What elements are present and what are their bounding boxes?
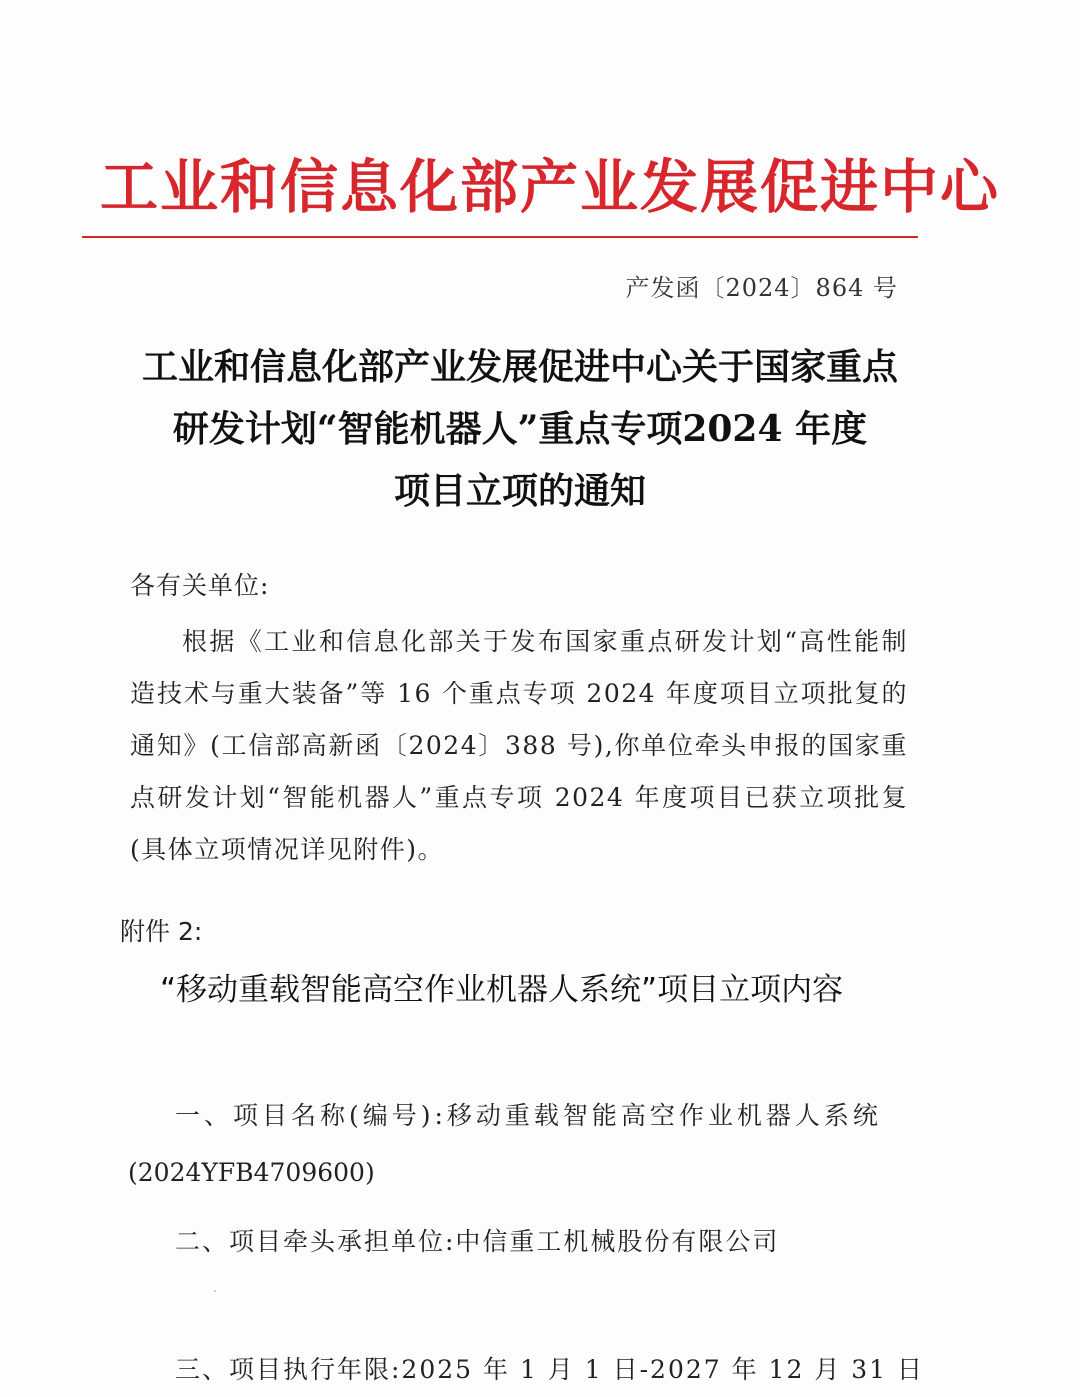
notice-title-line-3: 项目立项的通知 bbox=[393, 470, 646, 512]
salutation: 各有关单位: bbox=[130, 571, 270, 600]
project-name-item: 一、项目名称(编号):移动重载智能高空作业机器人系统 bbox=[175, 1101, 882, 1130]
attachment-label: 附件 2: bbox=[120, 917, 203, 946]
issuing-organization-header: 工业和信息化部产业发展促进中心 bbox=[100, 153, 1001, 221]
scan-speck bbox=[214, 1290, 216, 1292]
notice-title-line-1: 工业和信息化部产业发展促进中心关于国家重点 bbox=[141, 346, 898, 388]
notice-title bbox=[120, 336, 920, 522]
notice-title-line-2: 研发计划“智能机器人”重点专项2024 年度 bbox=[172, 408, 868, 450]
red-divider-line bbox=[82, 236, 918, 238]
document-number: 产发函〔2024〕864 号 bbox=[625, 274, 898, 302]
execution-period-item: 三、项目执行年限:2025 年 1 月 1 日-2027 年 12 月 31 日 bbox=[175, 1355, 925, 1384]
attachment-title: “移动重载智能高空作业机器人系统”项目立项内容 bbox=[160, 972, 844, 1008]
lead-unit-item: 二、项目牵头承担单位:中信重工机械股份有限公司 bbox=[175, 1227, 780, 1256]
project-code: (2024YFB4709600) bbox=[128, 1158, 375, 1187]
body-paragraph: 根据《工业和信息化部关于发布国家重点研发计划“高性能制造技术与重大装备”等 16 个重点专项 2024 年度项目立项批复的通知》(工信部高新函〔2024〕388 号),你单位牵头申报的国家重点研发计划“智能机器人”重点专项 2024 年度项目已获立项批复(具体立项情况详见附件)。 bbox=[130, 627, 908, 864]
